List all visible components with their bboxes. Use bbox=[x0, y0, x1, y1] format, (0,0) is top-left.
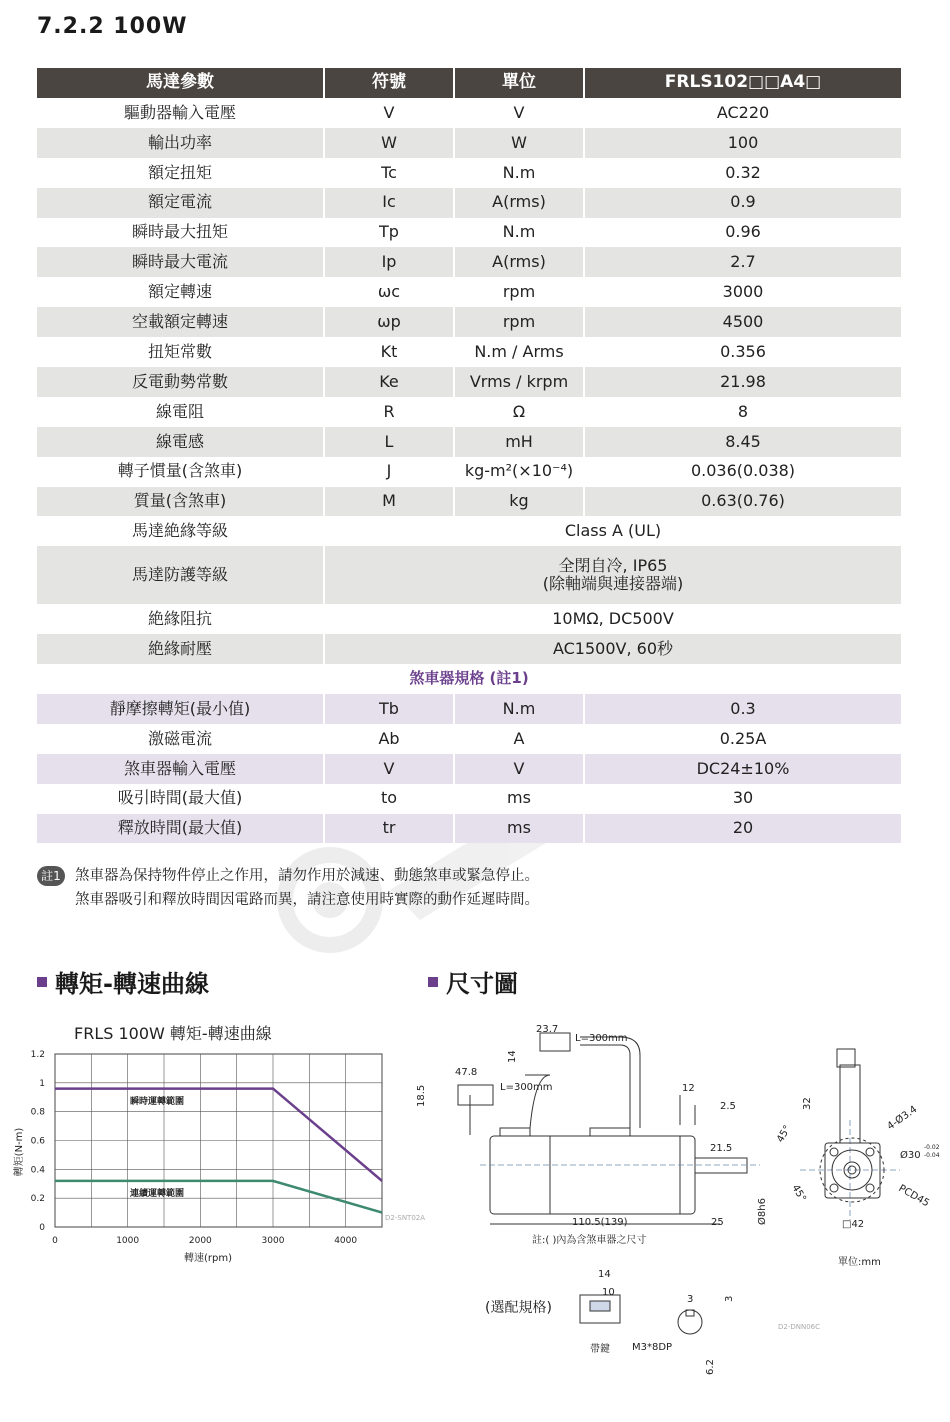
cable-connector bbox=[540, 1033, 570, 1051]
angle-45-top: 45° bbox=[775, 1123, 794, 1145]
param-cell: 釋放時間(最大值) bbox=[37, 814, 324, 844]
symbol-cell: R bbox=[324, 397, 454, 427]
symbol-cell: J bbox=[324, 457, 454, 487]
value-cell: 0.63(0.76) bbox=[584, 487, 901, 517]
unit-cell: Vrms / krpm bbox=[454, 367, 584, 397]
y-tick-label: 0.8 bbox=[30, 1107, 45, 1118]
table-row bbox=[37, 98, 901, 128]
param-cell: 額定扭矩 bbox=[37, 158, 324, 188]
unit-cell: A(rms) bbox=[454, 247, 584, 277]
table-row bbox=[37, 128, 901, 158]
value-cell bbox=[324, 546, 901, 604]
symbol-cell: tr bbox=[324, 814, 454, 844]
unit-cell: Ω bbox=[454, 397, 584, 427]
brake-section-header bbox=[37, 664, 901, 694]
table-row bbox=[37, 277, 901, 307]
key-label: 帶鍵 bbox=[590, 1344, 610, 1355]
unit-cell: V bbox=[454, 98, 584, 128]
unit-cell: ms bbox=[454, 784, 584, 814]
dim-pilot-tol-upper: -0.02 bbox=[924, 1144, 940, 1151]
section-torque-label: 轉矩-轉速曲線 bbox=[55, 970, 209, 998]
table-row bbox=[37, 397, 901, 427]
brake-header-cell: 煞車器規格 (註1) bbox=[37, 664, 901, 694]
value-cell: AC220 bbox=[584, 98, 901, 128]
motor-body bbox=[490, 1136, 695, 1214]
param-cell: 扭矩常數 bbox=[37, 337, 324, 367]
unit-cell: A(rms) bbox=[454, 188, 584, 218]
table-row bbox=[37, 754, 901, 784]
optional-spec-label: (選配規格) bbox=[485, 1300, 552, 1316]
note-line-1: 煞車器為保持物件停止之作用，請勿作用於減速、動態煞車或緊急停止。 bbox=[75, 868, 539, 884]
symbol-cell: ωp bbox=[324, 307, 454, 337]
key-dim-10: 10 bbox=[602, 1287, 615, 1298]
param-cell: 驅動器輸入電壓 bbox=[37, 98, 324, 128]
header-unit: 單位 bbox=[454, 68, 584, 98]
dim-47-8: 47.8 bbox=[455, 1067, 478, 1078]
value-cell: 0.356 bbox=[584, 337, 901, 367]
symbol-cell: Ke bbox=[324, 367, 454, 397]
chart-ylabel: 轉矩(N-m) bbox=[14, 1127, 25, 1177]
value-cell: 0.32 bbox=[584, 158, 901, 188]
table-row bbox=[37, 814, 901, 844]
symbol-cell: ωc bbox=[324, 277, 454, 307]
symbol-cell: to bbox=[324, 784, 454, 814]
connector-block bbox=[500, 1128, 530, 1136]
unit-cell: N.m bbox=[454, 158, 584, 188]
dim-21-5: 21.5 bbox=[710, 1143, 733, 1154]
brake-note bbox=[37, 864, 539, 912]
dim-12: 12 bbox=[682, 1083, 695, 1094]
label-peak-range: 瞬時運轉範圍 bbox=[130, 1097, 185, 1107]
section-bullet-icon bbox=[37, 977, 47, 987]
param-cell: 質量(含煞車) bbox=[37, 487, 324, 517]
param-cell: 輸出功率 bbox=[37, 128, 324, 158]
table-row bbox=[37, 158, 901, 188]
value-cell: 8.45 bbox=[584, 427, 901, 457]
symbol-cell: L bbox=[324, 427, 454, 457]
param-cell: 激磁電流 bbox=[37, 724, 324, 754]
table-header bbox=[37, 68, 901, 98]
chart-title: FRLS 100W 轉矩-轉速曲線 bbox=[74, 1024, 272, 1043]
param-cell: 線電阻 bbox=[37, 397, 324, 427]
param-cell: 瞬時最大扭矩 bbox=[37, 218, 324, 248]
unit-cell: A bbox=[454, 724, 584, 754]
dimension-drawing bbox=[410, 1015, 950, 1415]
chart-code: D2-SNT02A bbox=[385, 1214, 426, 1222]
key-dim-3b: 3 bbox=[724, 1295, 735, 1302]
x-tick-label: 4000 bbox=[334, 1236, 358, 1246]
param-cell: 轉子慣量(含煞車) bbox=[37, 457, 324, 487]
symbol-cell: V bbox=[324, 98, 454, 128]
tap-label: M3*8DP bbox=[632, 1342, 673, 1353]
y-tick-label: 1 bbox=[39, 1078, 45, 1089]
chart-xlabel: 轉速(rpm) bbox=[183, 1253, 233, 1264]
drawing-code: D2-DNN06C bbox=[778, 1323, 821, 1331]
table-row bbox=[37, 188, 901, 218]
param-cell: 吸引時間(最大值) bbox=[37, 784, 324, 814]
symbol-cell: Ic bbox=[324, 188, 454, 218]
table-row bbox=[37, 337, 901, 367]
dim-pcd: PCD45 bbox=[896, 1183, 931, 1210]
table-row bbox=[37, 367, 901, 397]
value-cell: 0.3 bbox=[584, 694, 901, 724]
x-tick-label: 0 bbox=[52, 1236, 58, 1246]
value-cell: 100 bbox=[584, 128, 901, 158]
param-cell: 煞車器輸入電壓 bbox=[37, 754, 324, 784]
symbol-cell: W bbox=[324, 128, 454, 158]
dim-25: 25 bbox=[711, 1217, 724, 1228]
dim-flange-42: □42 bbox=[842, 1219, 865, 1230]
header-param: 馬達參數 bbox=[37, 68, 324, 98]
drawing-note: 註:( )內為含煞車器之尺寸 bbox=[532, 1235, 647, 1246]
param-cell: 反電動勢常數 bbox=[37, 367, 324, 397]
y-tick-label: 0 bbox=[39, 1223, 45, 1233]
unit-cell: kg bbox=[454, 487, 584, 517]
param-cell: 瞬時最大電流 bbox=[37, 247, 324, 277]
value-cell: 3000 bbox=[584, 277, 901, 307]
section-dimension bbox=[428, 964, 518, 999]
header-model: FRLS102□□A4□ bbox=[584, 68, 901, 98]
table-row bbox=[37, 634, 901, 664]
spec-table bbox=[37, 68, 901, 843]
key-dim-6-2: 6.2 bbox=[705, 1359, 716, 1375]
dim-32: 32 bbox=[802, 1097, 813, 1110]
param-cell: 額定轉速 bbox=[37, 277, 324, 307]
section-dimension-label: 尺寸圖 bbox=[446, 970, 518, 998]
label-continuous-range: 連續運轉範圍 bbox=[130, 1189, 185, 1199]
y-tick-label: 1.2 bbox=[30, 1050, 45, 1060]
x-tick-label: 2000 bbox=[188, 1236, 212, 1246]
symbol-cell: M bbox=[324, 487, 454, 517]
value-cell: 20 bbox=[584, 814, 901, 844]
table-row bbox=[37, 604, 901, 634]
x-tick-label: 1000 bbox=[116, 1236, 140, 1246]
param-cell: 馬達絶緣等級 bbox=[37, 516, 324, 546]
dim-cable-1: L=300mm bbox=[575, 1033, 628, 1044]
param-cell: 馬達防護等級 bbox=[37, 546, 324, 604]
section-torque-curve bbox=[37, 964, 209, 999]
value-cell: 0.036(0.038) bbox=[584, 457, 901, 487]
value-cell: Class A (UL) bbox=[324, 516, 901, 546]
value-cell: 2.7 bbox=[584, 247, 901, 277]
page-title: 7.2.2 100W bbox=[37, 14, 188, 39]
cable-connector bbox=[458, 1085, 493, 1105]
section-bullet-icon bbox=[428, 977, 438, 987]
symbol-cell: Kt bbox=[324, 337, 454, 367]
value-line-1: 全閉自冷, IP65 bbox=[558, 555, 668, 575]
value-cell: 21.98 bbox=[584, 367, 901, 397]
param-cell: 靜摩擦轉矩(最小值) bbox=[37, 694, 324, 724]
value-cell: 10MΩ, DC500V bbox=[324, 604, 901, 634]
symbol-cell: Tc bbox=[324, 158, 454, 188]
value-cell: 30 bbox=[584, 784, 901, 814]
x-tick-label: 3000 bbox=[261, 1236, 285, 1246]
unit-cell: mH bbox=[454, 427, 584, 457]
table-row bbox=[37, 457, 901, 487]
key-dim-3a: 3 bbox=[687, 1294, 694, 1305]
note-line-2: 煞車器吸引和釋放時間因電路而異，請注意使用時實際的動作延遲時間。 bbox=[75, 892, 539, 908]
dim-holes: 4-Ø3.4 bbox=[885, 1104, 920, 1133]
table-row bbox=[37, 694, 901, 724]
symbol-cell: Ab bbox=[324, 724, 454, 754]
unit-cell: N.m / Arms bbox=[454, 337, 584, 367]
table-row bbox=[37, 247, 901, 277]
keyed-shaft-end bbox=[678, 1310, 702, 1334]
symbol-cell: V bbox=[324, 754, 454, 784]
value-cell: 8 bbox=[584, 397, 901, 427]
table-row bbox=[37, 307, 901, 337]
table-row bbox=[37, 427, 901, 457]
symbol-cell: Ip bbox=[324, 247, 454, 277]
dim-14: 14 bbox=[507, 1050, 518, 1063]
unit-label: 單位:mm bbox=[838, 1257, 881, 1268]
unit-cell: rpm bbox=[454, 307, 584, 337]
connector-block bbox=[590, 1128, 630, 1136]
dim-110-5: 110.5(139) bbox=[572, 1217, 628, 1228]
key-dim-14: 14 bbox=[598, 1269, 611, 1280]
dim-23-7: 23.7 bbox=[536, 1024, 559, 1035]
unit-cell: N.m bbox=[454, 694, 584, 724]
param-cell: 空載額定轉速 bbox=[37, 307, 324, 337]
param-cell: 絶緣阻抗 bbox=[37, 604, 324, 634]
unit-cell: V bbox=[454, 754, 584, 784]
table-row bbox=[37, 724, 901, 754]
y-tick-label: 0.4 bbox=[30, 1165, 45, 1176]
angle-45-bottom: 45° bbox=[789, 1183, 808, 1204]
value-cell: 4500 bbox=[584, 307, 901, 337]
dim-18-5: 18.5 bbox=[416, 1084, 427, 1107]
param-cell: 線電感 bbox=[37, 427, 324, 457]
unit-cell: N.m bbox=[454, 218, 584, 248]
y-tick-label: 0.6 bbox=[30, 1136, 45, 1147]
value-cell: 0.96 bbox=[584, 218, 901, 248]
value-cell: DC24±10% bbox=[584, 754, 901, 784]
table-row bbox=[37, 516, 901, 546]
table-row bbox=[37, 784, 901, 814]
unit-cell: W bbox=[454, 128, 584, 158]
motor-shaft bbox=[695, 1158, 747, 1173]
y-tick-label: 0.2 bbox=[30, 1194, 45, 1205]
symbol-cell: Tb bbox=[324, 694, 454, 724]
unit-cell: kg-m²(×10⁻⁴) bbox=[454, 457, 584, 487]
unit-cell: ms bbox=[454, 814, 584, 844]
table-row bbox=[37, 487, 901, 517]
unit-cell: rpm bbox=[454, 277, 584, 307]
param-cell: 額定電流 bbox=[37, 188, 324, 218]
value-cell: 0.9 bbox=[584, 188, 901, 218]
table-row bbox=[37, 218, 901, 248]
dim-shaft-dia: Ø8h6 bbox=[757, 1198, 768, 1225]
value-cell: 0.25A bbox=[584, 724, 901, 754]
symbol-cell: Tp bbox=[324, 218, 454, 248]
header-symbol: 符號 bbox=[324, 68, 454, 98]
param-cell: 絶緣耐壓 bbox=[37, 634, 324, 664]
dim-pilot-30: Ø30 bbox=[900, 1150, 921, 1161]
note-badge: 註1 bbox=[37, 866, 65, 886]
dim-cable-2: L=300mm bbox=[500, 1082, 553, 1093]
table-row bbox=[37, 546, 901, 604]
dim-2-5: 2.5 bbox=[720, 1101, 736, 1112]
dim-pilot-tol-lower: -0.04 bbox=[924, 1152, 940, 1159]
value-line-2: (除軸端與連接器端) bbox=[542, 574, 684, 594]
value-cell: AC1500V, 60秒 bbox=[324, 634, 901, 664]
